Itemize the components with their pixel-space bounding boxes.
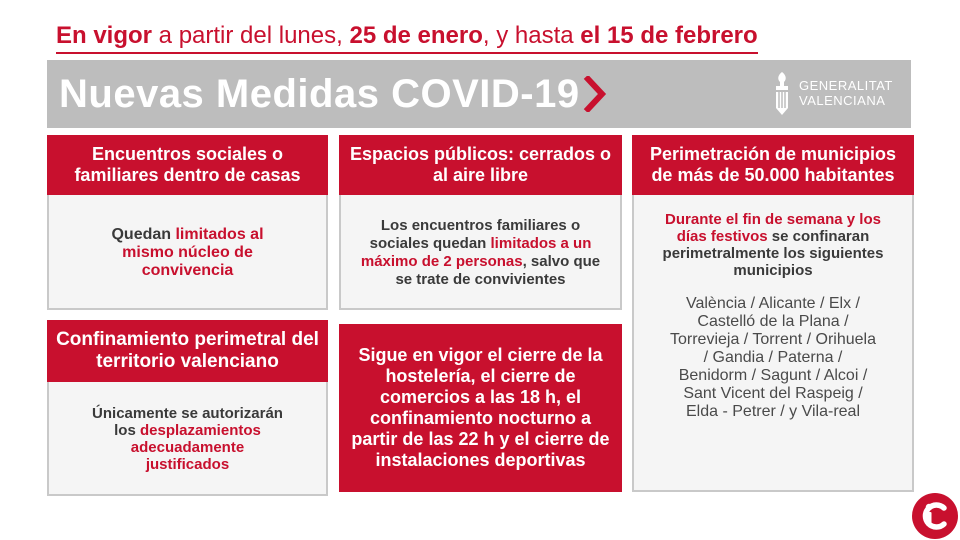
card-body [634,197,912,490]
body-text: Quedan [111,225,176,243]
generalitat-logo [771,68,907,120]
effective-dates-heading [56,20,758,54]
card-title: Encuentros sociales o familiares dentro de casas [47,135,328,195]
heading-en-vigor: En vigor [56,22,153,49]
heading-end-date: el 15 de febrero [580,22,758,49]
municipalities-list: València / Alicante / Elx / Castelló de la Plana / Torrevieja / Torrent / Orihuela / Gandia / Paterna / Benidorm / Sagunt / Alcoi / Sant Vicent del Raspeig / Elda - Petrer / y Vila-real [669,295,876,420]
body-text: Los encuentros familiares o sociales quedan [369,216,581,252]
card-body [49,197,326,308]
body-text: Únicamente se autorizarán los [92,405,283,439]
card-title: Espacios públicos: cerrados o al aire libre [339,135,622,195]
generalitat-wordmark [799,78,893,108]
body-text: se confinaran perimetralmente los siguientes municipios [662,228,884,279]
body-highlight: desplazamientos adecuadamente justificados [130,422,261,473]
card-municipal-perimeter [632,135,914,492]
card-public-spaces [339,135,622,310]
heading-sep: , [336,22,350,49]
generalitat-emblem-icon [771,70,793,118]
page-title: Nuevas Medidas COVID-19 [59,72,580,116]
card-title: Perimetración de municipios de más de 50.000 habitantes [632,135,914,195]
heading-start-date: 25 de enero [349,22,483,49]
card-title: Confinamiento perimetral del territorio valenciano [47,320,328,382]
card-social-gatherings [47,135,328,310]
card-hospitality-closure [339,324,622,492]
title-banner [47,60,911,128]
body-highlight: limitados al mismo núcleo de convivencia [122,225,264,279]
heading-until: , y hasta [482,22,581,49]
heading-from-monday: a partir del lunes [152,22,337,49]
logo-line-1: GENERALITAT [799,78,893,93]
body-text-end: , salvo que se trate de convivientes [395,252,601,288]
logo-line-2: VALENCIANA [799,93,886,108]
brand-logo-icon [911,492,959,540]
body-highlight: limitados a un máximo de 2 personas [360,234,592,270]
card-regional-perimeter [47,320,328,496]
card-text: Sigue en vigor el cierre de la hostelería, el cierre de comercios a las 18 h, el confinamiento nocturno a partir de las 22 h y el cierre de instalaciones deportivas [351,345,610,470]
chevron-right-icon [583,76,607,112]
card-body [49,384,326,494]
body-highlight: Durante el fin de semana y los días festivos [665,211,881,245]
card-body [341,197,620,308]
